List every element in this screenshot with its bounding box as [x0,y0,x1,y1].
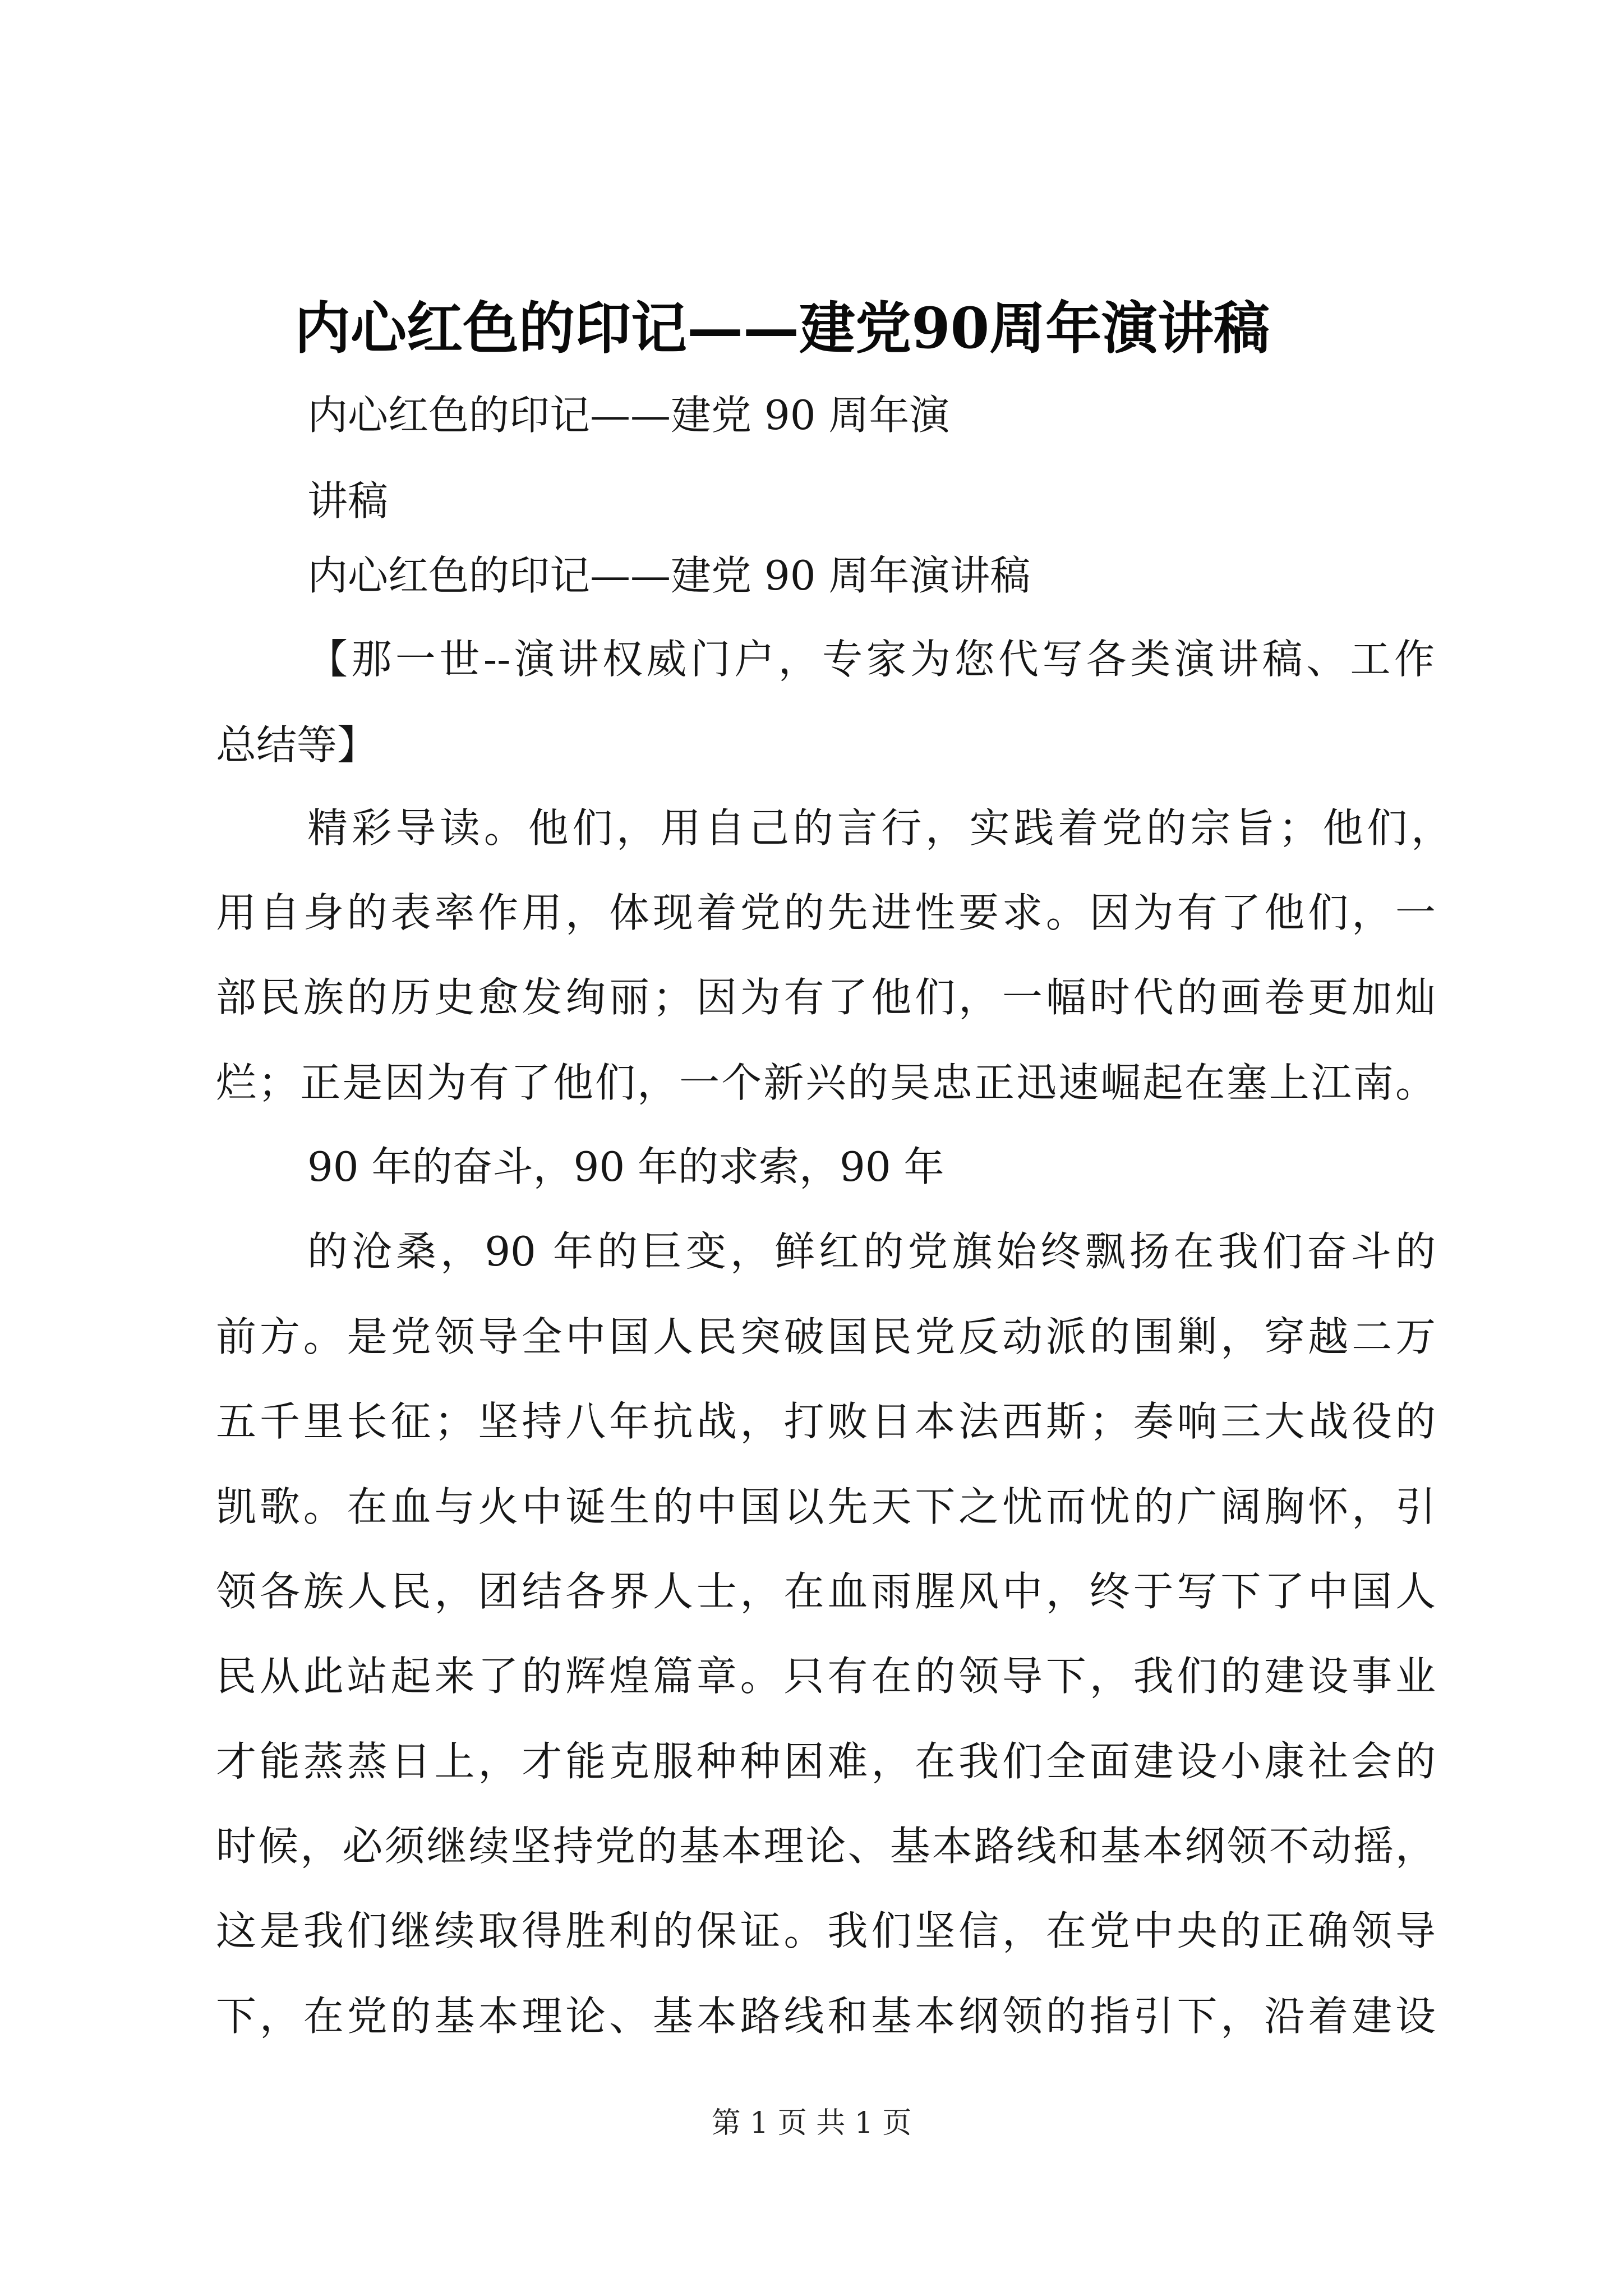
text-line: 总结等】 [216,721,378,769]
text-line: 时候，必须继续坚持党的基本理论、基本路线和基本纲领不动摇， [216,1823,1436,1870]
text-line: 下，在党的基本理论、基本路线和基本纲领的指引下，沿着建设 [216,1993,1436,2040]
text-line: 部民族的历史愈发绚丽；因为有了他们，一幅时代的画卷更加灿 [216,974,1436,1021]
text-line: 凯歌。在血与火中诞生的中国以先天下之忧而忧的广阔胸怀，引 [216,1483,1436,1530]
text-line: 内心红色的印记——建党 90 周年演 [307,392,950,439]
text-line: 领各族人民，团结各界人士，在血雨腥风中，终于写下了中国人 [216,1568,1436,1615]
text-line: 精彩导读。他们，用自己的言行，实践着党的宗旨；他们， [307,804,1451,852]
text-line: 才能蒸蒸日上，才能克服种种困难，在我们全面建设小康社会的 [216,1738,1436,1785]
text-line: 用自身的表率作用，体现着党的先进性要求。因为有了他们，一 [216,889,1436,936]
text-line: 内心红色的印记——建党 90 周年演讲稿 [307,552,1031,599]
text-line: 【那一世--演讲权威门户，专家为您代写各类演讲稿、工作 [307,636,1435,683]
page-footer: 第 1 页 共 1 页 [711,2106,912,2140]
text-line: 前方。是党领导全中国人民突破国民党反动派的围剿，穿越二万 [216,1313,1436,1360]
text-line: 烂；正是因为有了他们，一个新兴的吴忠正迅速崛起在塞上江南。 [216,1059,1436,1106]
document-title: 内心红色的印记——建党90周年演讲稿 [294,295,1270,361]
text-line: 五千里长征；坚持八年抗战，打败日本法西斯；奏响三大战役的 [216,1398,1436,1445]
text-line: 的沧桑，90 年的巨变，鲜红的党旗始终飘扬在我们奋斗的 [307,1228,1436,1275]
text-line: 90 年的奋斗，90 年的求索，90 年 [307,1143,944,1190]
text-line: 这是我们继续取得胜利的保证。我们坚信，在党中央的正确领导 [216,1907,1436,1954]
text-line: 讲稿 [307,477,389,524]
text-line: 民从此站起来了的辉煌篇章。只有在的领导下，我们的建设事业 [216,1653,1436,1700]
